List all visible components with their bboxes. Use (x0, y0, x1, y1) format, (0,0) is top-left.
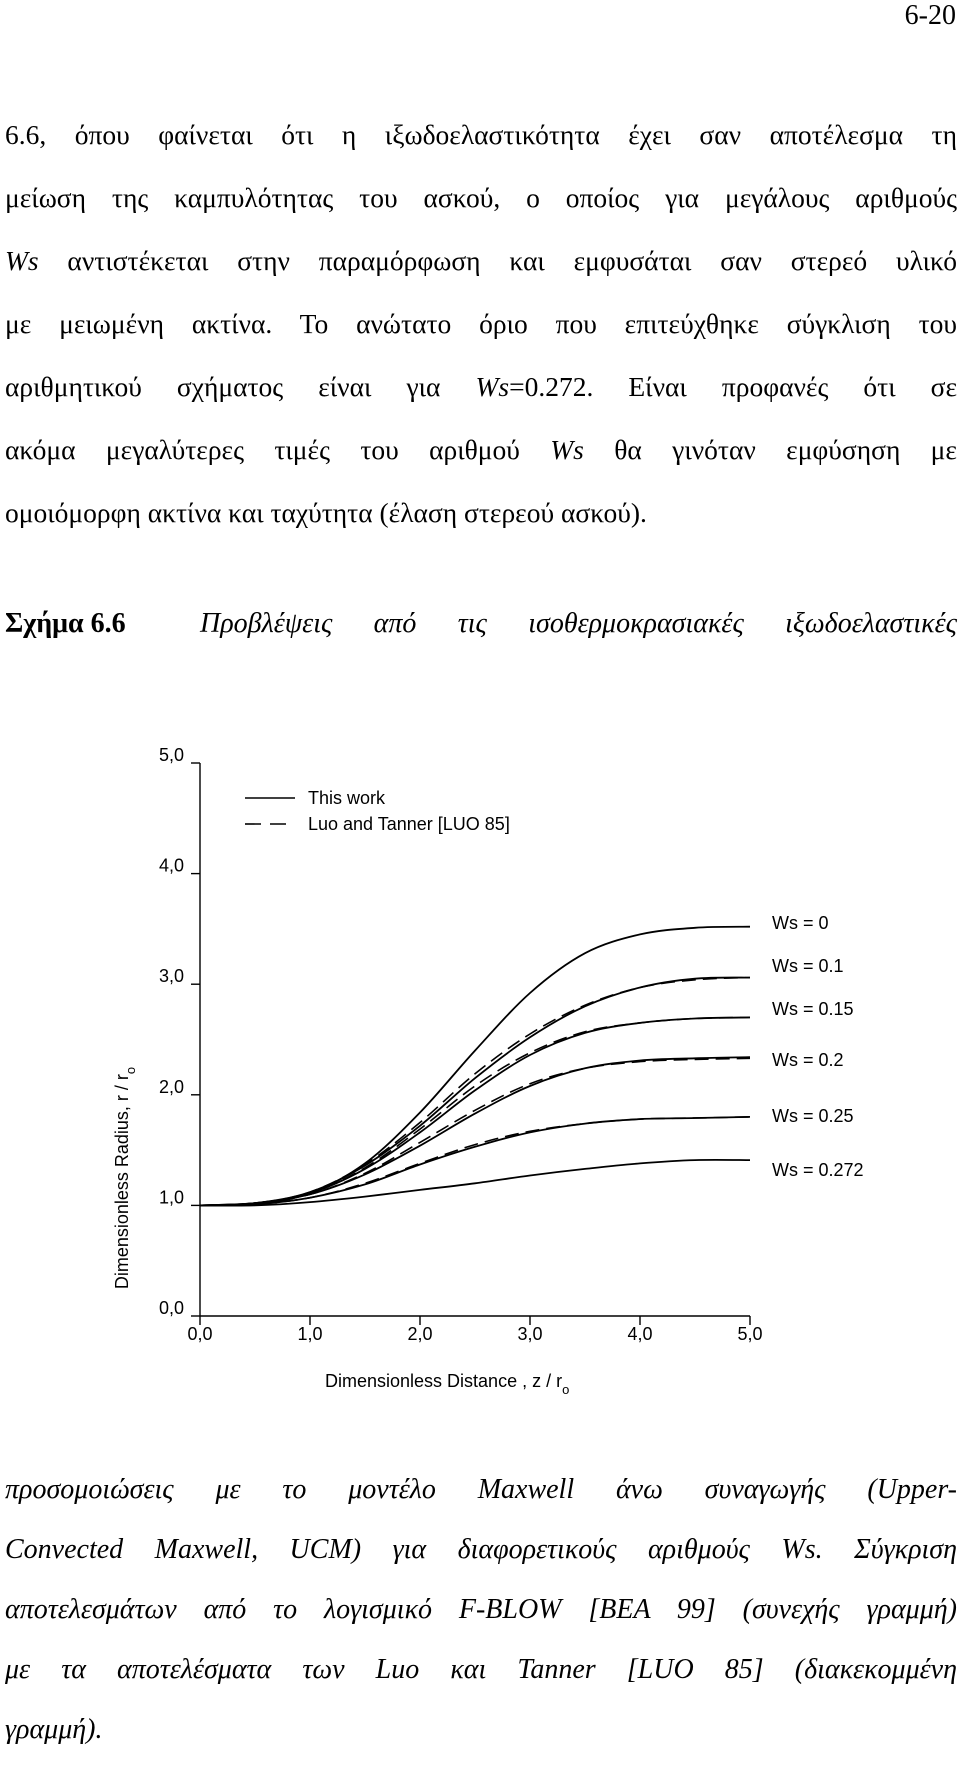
curve-label: Ws = 0.25 (772, 1106, 854, 1126)
y-tick-label: 1,0 (158, 1187, 184, 1208)
x-axis-label (325, 1371, 569, 1397)
y-tick-label: 5,0 (158, 745, 184, 765)
intro-line (5, 181, 957, 215)
intro-text: μείωση της καμπυλότητας του ασκού, ο οποίος για μεγάλους αριθμούς (5, 182, 957, 213)
x-axis-label-text: Dimensionless Distance , z / r (325, 1371, 563, 1391)
curve-label: Ws = 0.272 (772, 1160, 864, 1180)
chart-axes (200, 763, 750, 1316)
y-tick-label: 4,0 (158, 855, 184, 876)
chart-legend (245, 788, 510, 834)
curve-label: Ws = 0.2 (772, 1050, 844, 1070)
radius-vs-distance-chart (0, 730, 960, 1430)
curve-label: Ws = 0.15 (772, 999, 854, 1019)
y-axis-label-text: Dimensionless Radius, r / r (112, 1074, 132, 1290)
intro-text: =0.272. Είναι προφανές ότι σε (509, 371, 958, 402)
legend-label: This work (308, 788, 386, 808)
figure-label: Σχήμα 6.6 (5, 608, 126, 639)
x-tick-label: 3,0 (517, 1324, 543, 1344)
intro-text: 6.6, όπου φαίνεται ότι η ιξωδοελαστικότητα έχει σαν αποτέλεσμα τη (5, 119, 957, 150)
figure-caption-heading (5, 606, 957, 642)
intro-italic-term: Ws (475, 371, 510, 402)
page-number: 6-20 (904, 0, 956, 31)
y-axis-label-subscript: o (123, 1066, 138, 1075)
intro-line (5, 244, 957, 278)
y-tick-label: 3,0 (158, 966, 184, 987)
intro-italic-term: Ws (550, 434, 584, 465)
intro-line (5, 433, 957, 467)
this-work-curve (200, 1017, 750, 1205)
x-tick-label: 0,0 (187, 1324, 213, 1344)
intro-text: ομοιόμορφη ακτίνα και ταχύτητα (έλαση στερεού ασκού). (5, 497, 647, 528)
x-tick-label: 4,0 (627, 1324, 653, 1344)
chart-curves (200, 927, 750, 1206)
curve-label: Ws = 0 (772, 913, 829, 933)
intro-text: θα γινόταν εμφύσηση με (583, 434, 957, 465)
x-tick-label: 1,0 (297, 1324, 323, 1344)
intro-text: αριθμητικού σχήματος είναι για (5, 371, 476, 402)
caption-line: αποτελεσμάτων από το λογισμικό F-BLOW [BEA 99] (συνεχής γραμμή) (5, 1594, 957, 1625)
y-axis-label (112, 1067, 138, 1289)
intro-text: ακόμα μεγαλύτερες τιμές του αριθμού (5, 434, 551, 465)
x-tick-label: 2,0 (407, 1324, 433, 1344)
x-axis-ticks (187, 1316, 762, 1344)
luo-tanner-curve (200, 1017, 750, 1205)
y-axis-ticks (159, 745, 200, 1318)
figure-title: Προβλέψεις από τις ισοθερμοκρασιακές ιξωδοελαστικές (200, 608, 957, 639)
legend-label: Luo and Tanner [LUO 85] (308, 814, 510, 834)
x-tick-label: 5,0 (737, 1324, 763, 1344)
y-tick-label: 0,0 (158, 1298, 184, 1318)
caption-line: με τα αποτελέσματα των Luo και Tanner [LUO 85] (διακεκομμένη (5, 1654, 957, 1685)
y-tick-label: 2,0 (158, 1076, 184, 1097)
x-axis-label-subscript: o (562, 1382, 570, 1397)
curve-label: Ws = 0.1 (772, 956, 844, 976)
intro-line (5, 496, 957, 530)
intro-text: με μειωμένη ακτίνα. Το ανώτατο όριο που επιτεύχθηκε σύγκλιση του (5, 308, 957, 339)
intro-italic-term: Ws (5, 245, 39, 276)
intro-line (5, 370, 957, 404)
caption-line: Convected Maxwell, UCM) για διαφορετικούς αριθμούς Ws. Σύγκριση (5, 1534, 957, 1565)
curve-labels (772, 913, 864, 1180)
caption-line: γραμμή). (5, 1714, 103, 1745)
intro-line (5, 118, 957, 152)
intro-text: αντιστέκεται στην παραμόρφωση και εμφυσάται σαν στερεό υλικό (38, 245, 957, 276)
this-work-curve (200, 927, 750, 1206)
caption-line: προσομοιώσεις με το μοντέλο Maxwell άνω συναγωγής (Upper- (5, 1474, 957, 1505)
intro-line (5, 307, 957, 341)
